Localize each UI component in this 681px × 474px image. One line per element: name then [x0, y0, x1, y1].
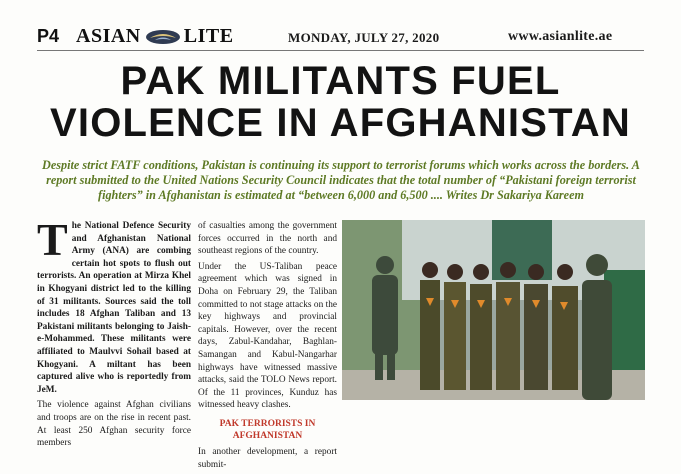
section-subhead: PAK TERRORISTS IN AFGHANISTAN [219, 418, 316, 441]
brand-name-left: ASIAN [76, 25, 141, 47]
website-link[interactable]: www.asianlite.ae [508, 29, 613, 44]
drop-cap: T [37, 214, 68, 265]
masthead [0, 0, 681, 50]
paragraph: of casualties among the government forces occurred in the north and southeast regions of the country. [198, 221, 337, 257]
brand-logo [76, 25, 234, 48]
brand-name-right: LITE [183, 25, 234, 47]
headline [0, 60, 681, 144]
masthead-divider [37, 50, 644, 51]
photo-illustration [342, 220, 645, 400]
emblem-icon [145, 29, 181, 45]
news-photo [342, 220, 645, 400]
paragraph: The violence against Afghan civilians and troops are on the rise in recent past. At least 250 Afghan security force members [37, 400, 191, 449]
paragraph: In another development, a report submit- [198, 446, 337, 470]
issue-date: MONDAY, JULY 27, 2020 [288, 30, 440, 45]
headline-line-1: PAK MILITANTS FUEL [120, 59, 561, 103]
article-column-2 [198, 220, 337, 474]
headline-line-2: VIOLENCE IN AFGHANISTAN [50, 101, 631, 145]
page-number: P4 [37, 26, 60, 46]
lead-text: he National Defence Security and Afghanistan National Army (ANA) are combing certain hot spots to flush out terrorists. An operation at Mirza Khel in Khogyani district led to the killing of 31 militants. Sources said the toll includes 18 Afghan Taliban and 13 Pakistani militants belonging to Jaish-e-Mohammed. These militants were affiliated to Maulvvi Sohail based at Khogyani. A miltant has been captured alive who is reportedly from JeM. [37, 221, 191, 395]
standfirst: Despite strict FATF conditions, Pakistan is continuing its support to terrorist forums which works across the borders. A report submitted to the United Nations Security Council indicates that the total number of “Pakistani foreign terrorist fighters” in Afghanistan is estimated at “between 6,000 and 6,500 .... Writes Dr Sakariya Kareem [42, 158, 640, 202]
article-column-1 [37, 214, 191, 453]
paragraph: Under the US-Taliban peace agreement which was signed in Doha on February 29, the Taliban committed to not stage attacks on the key highways and provincial capitals. However, over the recent days, Zabul-Kandahar, Baghlan-Samangan and Kabul-Nangarhar highways have witnessed massive attacks, said the TOLO News report. Of the 11 provinces, Kunduz has witnessed heavy clashes. [198, 261, 337, 411]
lead-paragraph [37, 214, 191, 396]
